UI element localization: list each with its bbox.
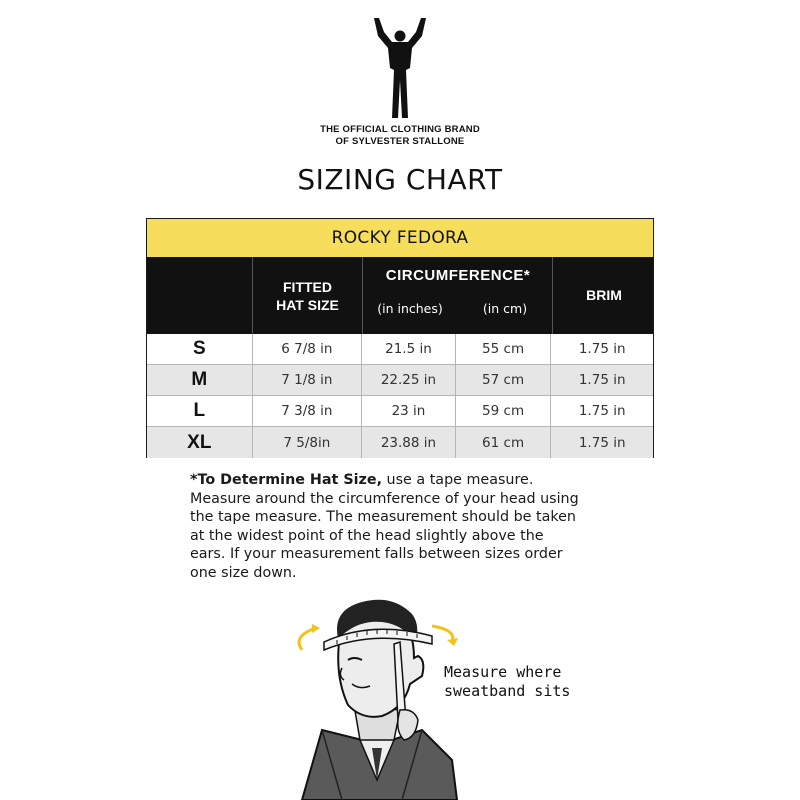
fitted-cell: 7 3/8 in [253,396,363,426]
cm-cell: 59 cm [456,396,552,426]
fitted-cell: 7 1/8 in [253,365,363,395]
cm-cell: 61 cm [456,427,552,458]
caption-line-2: sweatband sits [444,682,571,700]
table-row [147,334,653,365]
inches-cell: 22.25 in [362,365,456,395]
size-cell: M [147,365,253,395]
table-header [147,257,653,334]
brand-line-1: THE OFFICIAL CLOTHING BRAND [320,124,480,135]
brand-tagline [250,124,550,148]
brim-cell: 1.75 in [578,372,626,388]
inches-cell: 23.88 in [362,427,456,458]
header-fitted-line-2: HAT SIZE [276,297,339,313]
note-line-3: the tape measure. The measurement should be taken [190,509,576,526]
page-title: SIZING CHART [297,163,503,196]
fitted-cell: 6 7/8 in [253,334,363,364]
sizing-table [146,218,654,458]
product-banner: ROCKY FEDORA [147,219,653,257]
note-line-2: Measure around the circumference of your head using [190,490,579,507]
table-row [147,427,653,458]
note-line-6: one size down. [190,564,297,581]
table-body [147,334,653,458]
header-brim: BRIM [586,287,622,303]
brand-line-2: OF SYLVESTER STALLONE [335,136,465,147]
header-in-cm: (in cm) [482,301,528,316]
note-bold-lead: *To Determine Hat Size, [190,472,382,488]
note-line-4: at the widest point of the head slightly above the [190,527,544,544]
note-line-1-rest: use a tape measure. [382,472,534,488]
table-row [147,396,653,427]
fitted-cell: 7 5/8in [253,427,363,458]
note-line-1 [190,471,620,490]
cm-cell: 55 cm [456,334,552,364]
brim-cell: 1.75 in [578,341,626,357]
header-fitted-col [253,257,363,334]
note-line-5: ears. If your measurement falls between sizes order [190,546,563,563]
caption-line-1: Measure where [444,663,562,681]
table-row [147,365,653,396]
header-circumference: CIRCUMFERENCE* [385,267,531,284]
header-fitted-line-1: FITTED [283,279,332,295]
size-cell: XL [147,427,253,458]
inches-cell: 23 in [362,396,456,426]
header-size-col [147,257,253,334]
cm-cell: 57 cm [456,365,552,395]
size-cell: S [147,334,253,364]
inches-cell: 21.5 in [362,334,456,364]
header-in-inches: (in inches) [377,301,443,316]
brim-cell: 1.75 in [578,403,626,419]
header-brim-col [553,257,655,334]
brim-cell: 1.75 in [578,434,626,451]
hat-size-instructions [190,471,620,583]
boxer-silhouette-icon [368,16,432,120]
size-cell: L [147,396,253,426]
measure-caption [444,663,614,701]
